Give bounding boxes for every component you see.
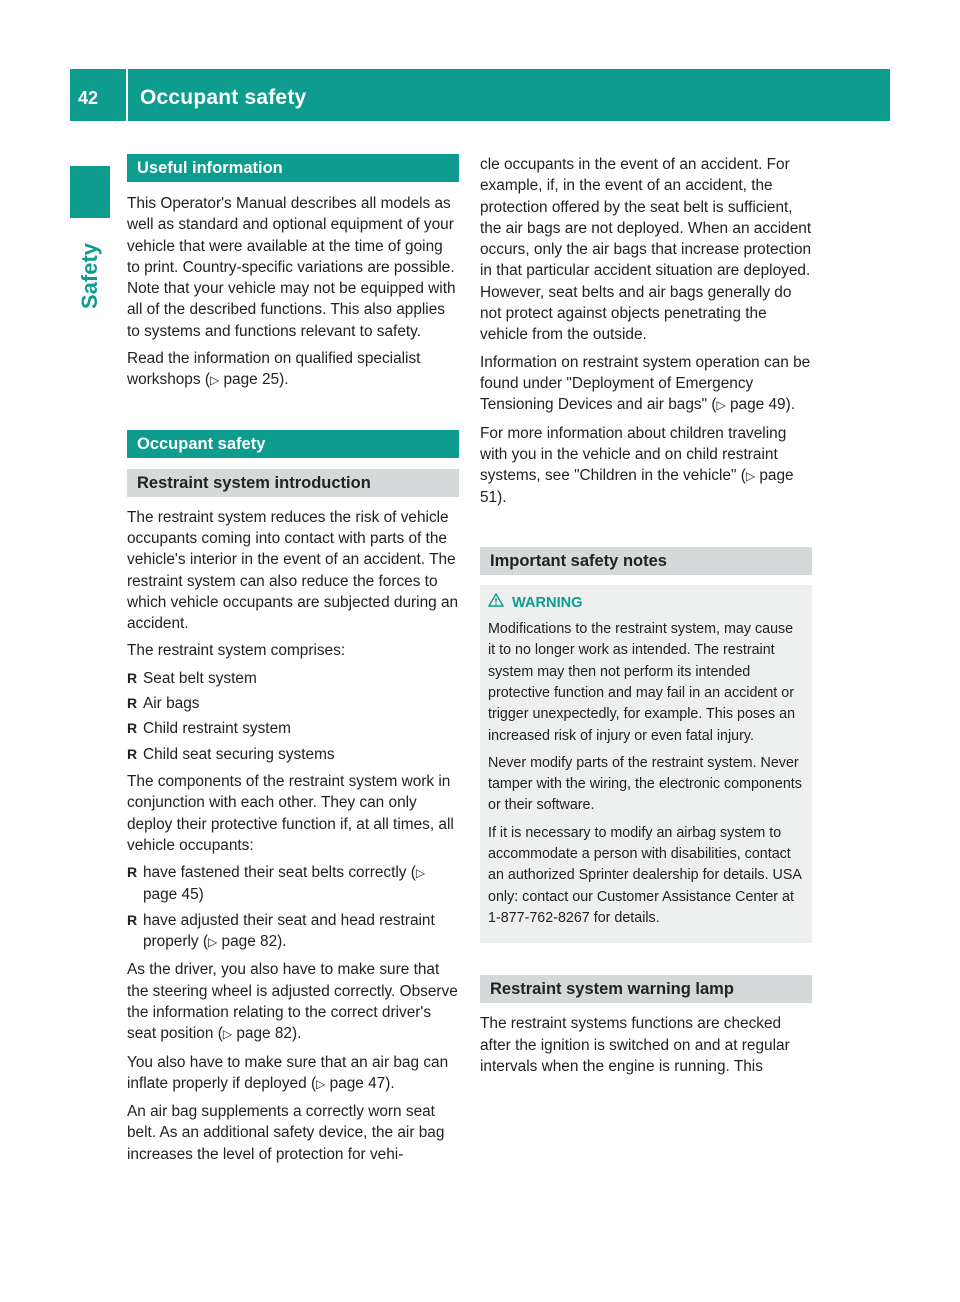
- page-reference-link[interactable]: page 82).: [221, 933, 287, 951]
- R-bullet-icon: R: [127, 911, 138, 928]
- paragraph: This Operator's Manual describes all models as well as standard and optional equipment of your vehicle that were available at the time of going to print. Country-specific variations are possible. Note that your vehicle may not be equipped with all of the described functions. This also applies to systems and functions relevant to safety.: [127, 195, 456, 340]
- subsection-heading-restraint-intro: Restraint system introduction: [127, 469, 459, 497]
- page-reference-link[interactable]: page 45): [143, 886, 204, 904]
- subsection-heading-warning-lamp: Restraint system warning lamp: [480, 975, 812, 1003]
- components-list: [127, 668, 459, 765]
- page-reference-link[interactable]: page 25).: [223, 371, 289, 389]
- list-item: R Air bags: [127, 693, 459, 714]
- warning-paragraph: Never modify parts of the restraint system. Never tamper with the wiring, the electronic components or their software.: [488, 754, 802, 814]
- paragraph: An air bag supplements a correctly worn seat belt. As an additional safety device, the air bag increases the level of protection for vehi-: [127, 1103, 445, 1163]
- subsection-heading-important-safety-notes: Important safety notes: [480, 547, 812, 575]
- warning-paragraph: If it is necessary to modify an airbag system to accommodate a person with disabilities, contact an authorized Sprinter dealership for details. USA only: contact our Customer Assistance Center at 1-877-762-8267 for details.: [488, 824, 802, 926]
- page-reference-link[interactable]: page 51).: [480, 467, 794, 507]
- list-item: R Child restraint system: [127, 718, 459, 739]
- triangle-right-icon: ▷: [716, 398, 726, 413]
- R-bullet-icon: R: [127, 695, 138, 712]
- R-bullet-icon: R: [127, 720, 138, 737]
- R-bullet-icon: R: [127, 669, 138, 686]
- paragraph: The restraint system comprises:: [127, 642, 346, 660]
- page-reference-link[interactable]: page 82).: [236, 1025, 302, 1043]
- list-item: R have adjusted their seat and head restraint properly (▷ page 82).: [127, 911, 435, 951]
- side-tab-marker: [70, 166, 110, 218]
- section-heading-occupant-safety: Occupant safety: [127, 430, 459, 458]
- triangle-right-icon: ▷: [222, 1027, 233, 1042]
- header-divider: [126, 69, 128, 121]
- triangle-right-icon: ▷: [209, 373, 220, 388]
- paragraph: As the driver, you also have to make sure that the steering wheel is adjusted correctly. Observe the information relating to the correct driver's seat position (▷ page 82).: [127, 961, 458, 1043]
- paragraph: Information on restraint system operation can be found under "Deployment of Emergency Tensioning Devices and air bags" (▷ page 49).: [480, 353, 811, 414]
- triangle-right-icon: ▷: [208, 935, 218, 950]
- triangle-right-icon: ▷: [415, 866, 426, 881]
- paragraph: The restraint systems functions are checked after the ignition is switched on and at regular intervals when the engine is running. This: [480, 1015, 790, 1075]
- paragraph: Read the information on qualified specialist workshops (▷ page 25).: [127, 350, 421, 389]
- list-item: R have fastened their seat belts correctly (▷ page 45): [127, 864, 426, 904]
- warning-box: [480, 585, 812, 943]
- R-bullet-icon: R: [127, 864, 138, 881]
- paragraph: You also have to make sure that an air bag can inflate properly if deployed (▷ page 47).: [127, 1053, 449, 1092]
- paragraph: The restraint system reduces the risk of vehicle occupants coming into contact with parts of the vehicle's interior in the event of an accident. The restraint system can also reduce the forces to which vehicle occupants are subjected during an accident.: [127, 508, 459, 633]
- warning-heading: [488, 593, 804, 614]
- right-column: [480, 154, 812, 1083]
- paragraph: The components of the restraint system work in conjunction with each other. They can only deploy their protective function if, at all times, all vehicle occupants:: [127, 772, 454, 854]
- warning-paragraph: Modifications to the restraint system, may cause it to no longer work as intended. The restraint system may then not perform its intended protective function and may fail in an accident or trigger unexpectedly, for example. This poses an increased risk of injury or even fatal injury.: [488, 621, 796, 744]
- page-reference-link[interactable]: page 47).: [329, 1074, 395, 1092]
- warning-label: WARNING: [512, 594, 583, 611]
- triangle-right-icon: ▷: [745, 469, 756, 484]
- conditions-list: [127, 862, 459, 953]
- side-tab-label: Safety: [77, 242, 102, 309]
- list-item: R Child seat securing systems: [127, 744, 459, 765]
- paragraph: For more information about children traveling with you in the vehicle and on child restraint systems, see "Children in the vehicle" (▷ page 51).: [480, 424, 794, 507]
- R-bullet-icon: R: [127, 745, 138, 762]
- section-heading-useful-information: Useful information: [127, 154, 459, 182]
- page-number: 42: [78, 88, 99, 108]
- warning-triangle-icon: [488, 593, 506, 614]
- list-item: R Seat belt system: [127, 668, 459, 689]
- page-title: Occupant safety: [140, 86, 307, 109]
- triangle-right-icon: ▷: [316, 1076, 326, 1091]
- left-column: [127, 154, 459, 1171]
- page-reference-link[interactable]: page 49).: [729, 396, 796, 414]
- paragraph: cle occupants in the event of an accident. For example, if, in the event of an accident, the protection offered by the seat belt is sufficient, the air bags are not deployed. When an accident occurs, only the air bags that increase protection in that particular accident situation are deployed. However, seat belts and air bags generally do not protect against objects penetrating the vehicle from the outside.: [480, 156, 812, 344]
